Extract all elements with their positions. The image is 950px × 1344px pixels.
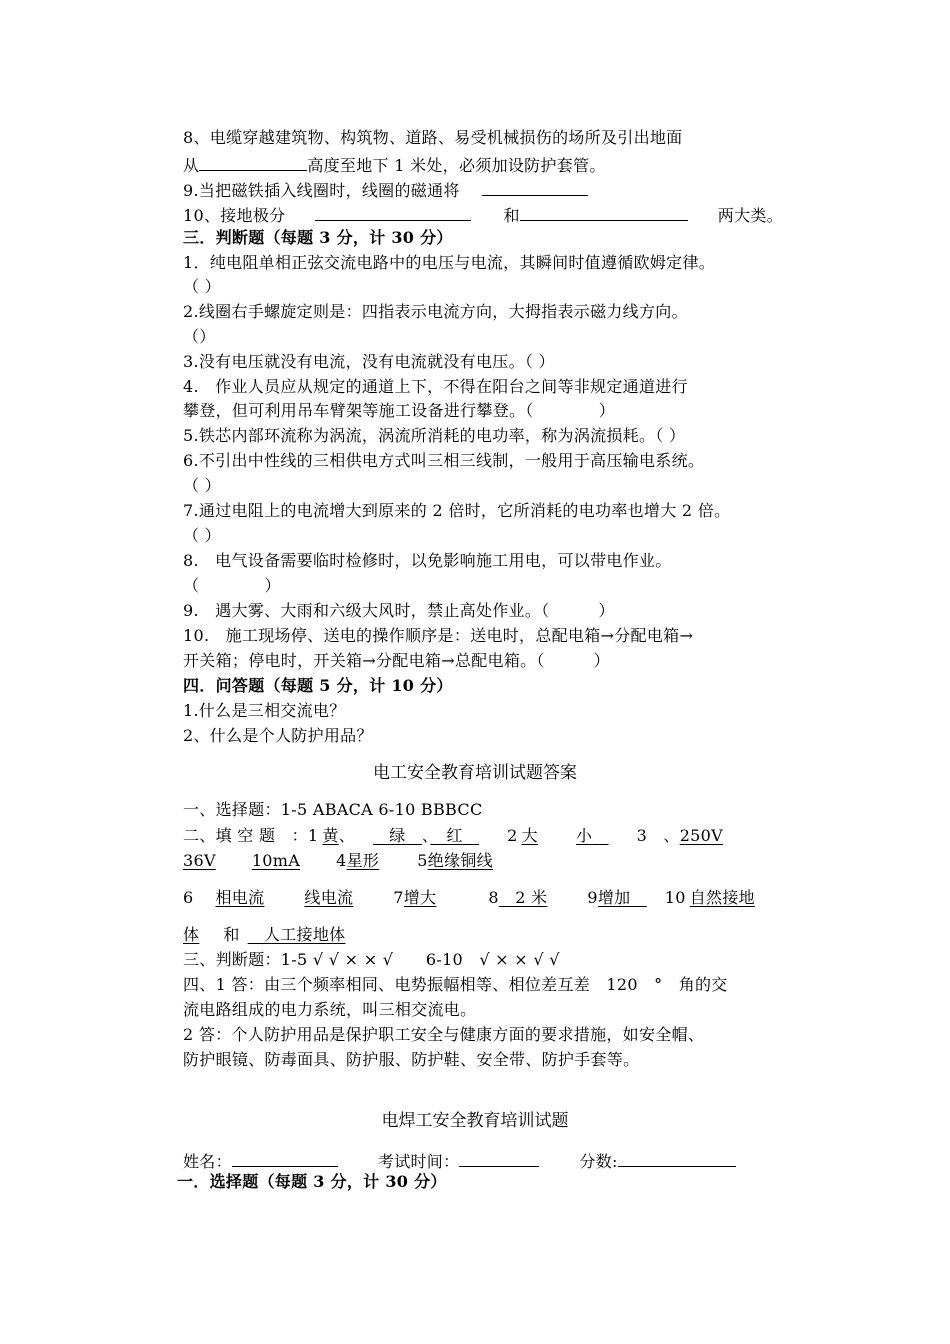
judge-q1: 1．纯电阻单相正弦交流电路中的电压与电流，其瞬间时值遵循欧姆定律。: [183, 253, 716, 272]
fill-q9-blank[interactable]: [482, 178, 588, 196]
judge-q9: 9. 遇大雾、大雨和六级大风时，禁止高处作业。（ ）: [183, 601, 615, 620]
judge-heading: 三．判断题（每题 3 分，计 30 分）: [183, 228, 453, 247]
answers-qa1-cont: 流电路组成的电力系统，叫三相交流电。: [183, 1000, 477, 1019]
judge-q2: 2.线圈右手螺旋定则是：四指表示电流方向，大拇指表示磁力线方向。: [183, 302, 688, 321]
name-field[interactable]: [232, 1149, 338, 1167]
qa-heading: 四．问答题（每题 5 分，计 10 分）: [183, 676, 453, 695]
judge-q10-cont: 开关箱；停电时，开关箱→分配电箱→总配电箱。（ ）: [183, 651, 610, 670]
score-field[interactable]: [618, 1149, 736, 1167]
qa-q1: 1.什么是三相交流电？: [183, 701, 346, 720]
judge-q4-cont: 攀登，但可利用吊车臂架等施工设备进行攀登。（ ）: [183, 401, 616, 420]
qa-q2: 2、什么是个人防护用品？: [183, 726, 373, 745]
judge-q8: 8. 电气设备需要临时检修时，以免影响施工用电，可以带电作业。: [183, 551, 672, 570]
judge-q8-bracket: （ ）: [183, 576, 281, 595]
answers-judge: 三、判断题：1-5 √ √ × × √ 6-10 √ × × √ √: [183, 950, 560, 969]
judge-q7: 7.通过电阻上的电流增大到原来的 2 倍时，它所消耗的电功率也增大 2 倍。: [183, 501, 731, 520]
judge-q2-bracket: （）: [183, 327, 216, 346]
judge-q5: 5.铁芯内部环流称为涡流，涡流所消耗的电功率，称为涡流损耗。（ ）: [183, 426, 686, 445]
answers-title: 电工安全教育培训试题答案: [373, 763, 577, 783]
welder-info-line: 姓名： 考试时间： 分数:: [183, 1149, 736, 1172]
fill-q8-line1: 8、电缆穿越建筑物、构筑物、道路、易受机械损伤的场所及引出地面: [183, 128, 683, 147]
judge-q10: 10. 施工现场停、送电的操作顺序是：送电时，总配电箱→分配电箱→: [183, 626, 694, 645]
judge-q3: 3.没有电压就没有电流，没有电流就没有电压。（ ）: [183, 352, 555, 371]
fill-q10-blank1[interactable]: [315, 203, 471, 221]
welder-title: 电焊工安全教育培训试题: [381, 1111, 569, 1131]
fill-q8-blank[interactable]: [199, 153, 307, 171]
answers-fill-line4: 体 和 人工接地体: [183, 925, 346, 944]
answers-fill-line3: 6 相电流 线电流 7增大 8 2 米 9增加 10 自然接地: [183, 888, 755, 907]
judge-q6-bracket: （ ）: [183, 476, 221, 495]
fill-q8-line2: 从 高度至地下 1 米处，必须加设防护套管。: [183, 153, 606, 176]
exam-time-field[interactable]: [459, 1149, 539, 1167]
answers-fill-line2: 36V 10mA 4星形 5绝缘铜线: [183, 851, 493, 870]
judge-q1-bracket: （ ）: [183, 277, 221, 296]
judge-q4: 4. 作业人员应从规定的通道上下，不得在阳台之间等非规定通道进行: [183, 377, 688, 396]
answers-qa2-cont: 防护眼镜、防毒面具、防护服、防护鞋、安全带、防护手套等。: [183, 1050, 640, 1069]
fill-q9: 9.当把磁铁插入线圈时，线圈的磁通将: [183, 178, 588, 201]
answers-qa2: 2 答：个人防护用品是保护职工安全与健康方面的要求措施，如安全帽、: [183, 1025, 705, 1044]
welder-section1-heading: 一．选择题（每题 3 分，计 30 分）: [177, 1172, 447, 1191]
answers-fill-line1: 二、填 空 题 ：1 黄、 绿 、 红 2 大 小 3 、250V: [183, 826, 723, 845]
fill-q10-blank2[interactable]: [520, 203, 688, 221]
answers-choice: 一、选择题：1-5 ABACA 6-10 BBBCC: [183, 800, 483, 819]
fill-q10: 10、接地极分 和 两大类。: [183, 203, 783, 226]
answers-qa1: 四、1 答：由三个频率相同、电势振幅相等、相位差互差 120 ° 角的交: [183, 975, 728, 994]
judge-q7-bracket: （ ）: [183, 526, 221, 545]
judge-q6: 6.不引出中性线的三相供电方式叫三相三线制，一般用于高压输电系统。: [183, 451, 705, 470]
